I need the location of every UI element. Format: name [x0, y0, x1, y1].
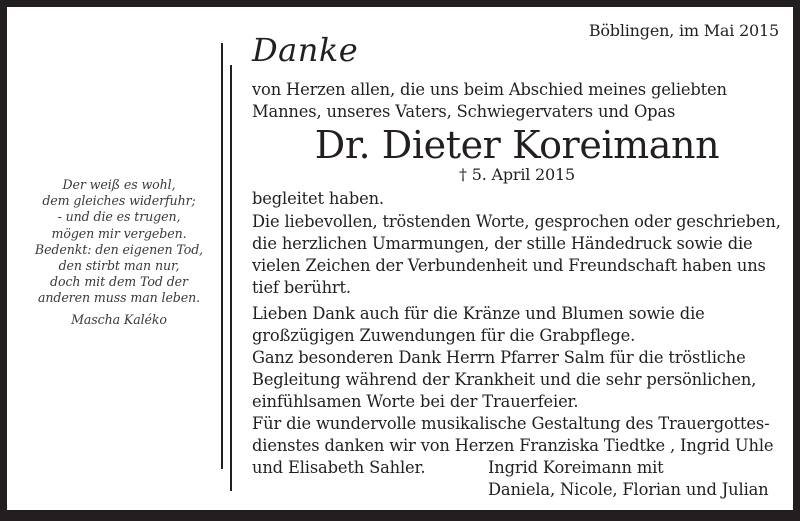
text-line: großzügigen Zuwendungen für die Grabpflege. — [252, 326, 636, 345]
text-line: die herzlichen Umarmungen, der stille Händedruck sowie die — [252, 234, 753, 253]
text-line: Ganz besonderen Dank Herrn Pfarrer Salm für die tröstliche — [252, 348, 746, 367]
text-line: von Herzen allen, die uns beim Abschied meines geliebten — [252, 80, 727, 99]
quote-line: Bedenkt: den eigenen Tod, — [34, 241, 204, 257]
obituary-card — [7, 7, 793, 510]
quote-line: mögen mir vergeben. — [51, 225, 187, 241]
signature — [488, 457, 769, 501]
deceased-name: Dr. Dieter Koreimann — [314, 123, 720, 167]
after-name-text — [252, 188, 384, 210]
paragraph-flowers — [252, 303, 705, 347]
heading-danke: Danke — [252, 31, 359, 69]
text-line: begleitet haben. — [252, 189, 384, 208]
quote-line: dem gleiches widerfuhr; — [42, 193, 196, 209]
paragraph-pastor — [252, 347, 756, 413]
signature-line: Ingrid Koreimann mit — [488, 458, 664, 477]
text-line: Mannes, unseres Vaters, Schwiegervaters und Opas — [252, 102, 676, 121]
place-date: Böblingen, im Mai 2015 — [588, 21, 779, 40]
quote-author: Mascha Kaléko — [71, 311, 167, 327]
text-line: tief berührt. — [252, 278, 351, 297]
quote-line: den stirbt man nur, — [58, 258, 180, 274]
text-line: Die liebevollen, tröstenden Worte, gesprochen oder geschrieben, — [252, 212, 781, 231]
quote-line: doch mit dem Tod der — [50, 274, 188, 290]
death-date: † 5. April 2015 — [459, 165, 575, 184]
quote-line: - und die es trugen, — [57, 209, 181, 225]
text-line: vielen Zeichen der Verbundenheit und Freundschaft haben uns — [252, 256, 766, 275]
quote-line: anderen muss man leben. — [37, 290, 201, 306]
signature-line: Daniela, Nicole, Florian und Julian — [488, 480, 769, 499]
text-line: und Elisabeth Sahler. — [252, 458, 426, 477]
paragraph-condolences — [252, 211, 781, 299]
text-line: Lieben Dank auch für die Kränze und Blumen sowie die — [252, 304, 705, 323]
text-line: Begleitung während der Krankheit und die sehr persönlichen, — [252, 370, 757, 389]
text-line: dienstes danken wir von Herzen Franziska Tiedtke , Ingrid Uhle — [252, 436, 774, 455]
intro-text — [252, 79, 727, 123]
quote-line: Der weiß es wohl, — [62, 177, 176, 192]
poem-quote — [11, 177, 227, 328]
text-line: Für die wundervolle musikalische Gestaltung des Trauergottes- — [252, 414, 770, 433]
text-line: einfühlsamen Worte bei der Trauerfeier. — [252, 392, 579, 411]
